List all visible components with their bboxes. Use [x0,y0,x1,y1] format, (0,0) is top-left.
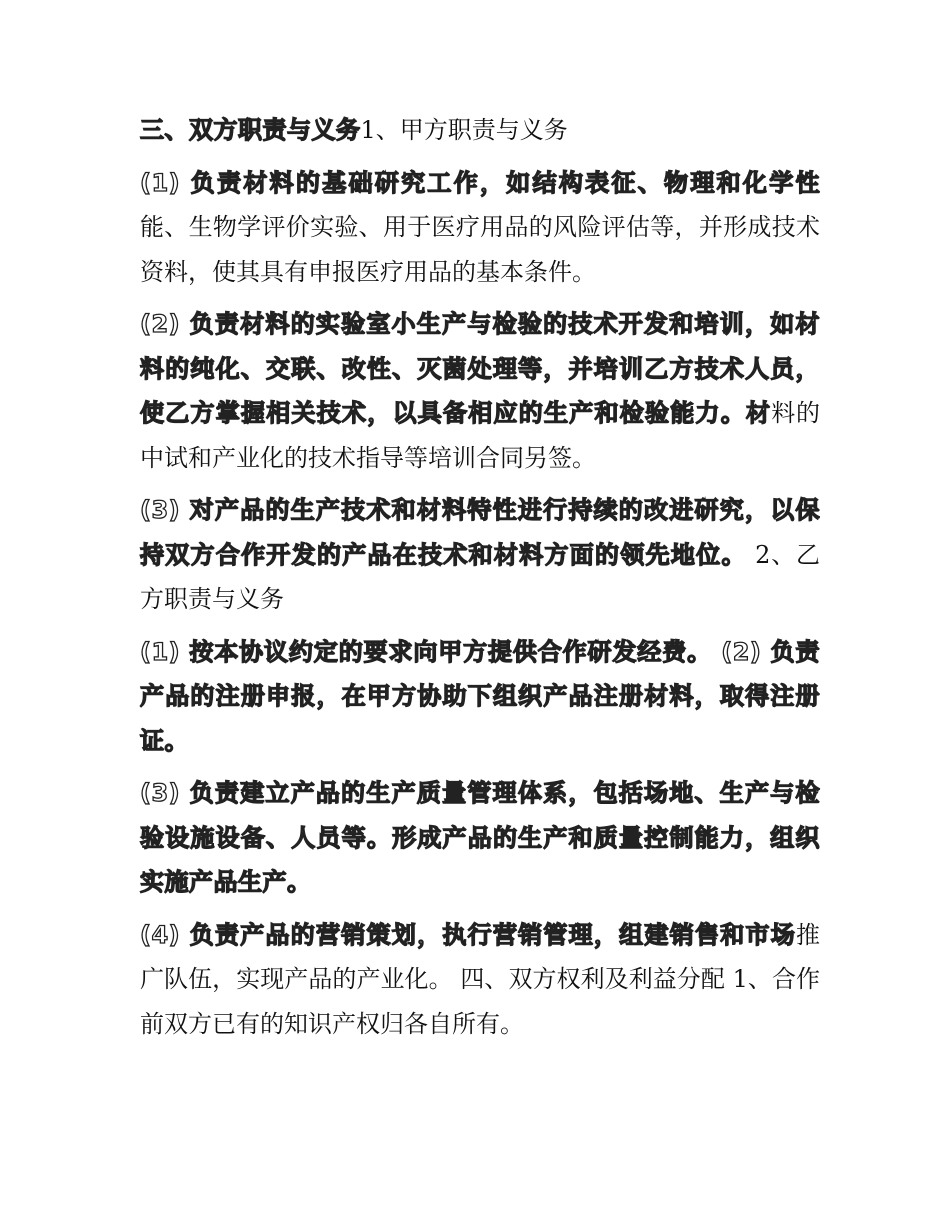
duty-text-plain: 料的中试和产业化的技术指导等培训合同另签。 [140,399,820,472]
paragraph-party-a-duty-1 [140,161,820,295]
duty-text-plain: 推广队伍，实现产品的产业化。 四、双方权利及利益分配 1、合作前双方已有的知识产权归各自所有。 [140,920,820,1038]
section-heading-outlined: 三、双方职责与义务 [140,116,361,144]
paragraph-section-3-heading [140,108,820,153]
duty-text-outlined: (1) 按本协议约定的要求向甲方提供合作研发经费。 (2) 负责产品的注册申报，在甲方协助下组织产品注册材料，取得注册证。 [140,637,820,755]
duty-text-plain: 能、生物学评价实验、用于医疗用品的风险评估等，并形成技术资料，使其具有申报医疗用品的基本条件。 [140,213,820,286]
duty-text-outlined: (4) 负责产品的营销策划，执行营销管理，组建销售和市场 [140,920,796,949]
paragraph-party-b-duty-1-2 [140,630,820,764]
paragraph-party-a-duty-2 [140,302,820,480]
paragraph-party-b-duty-3 [140,771,820,905]
duty-text-plain: 2、乙方职责与义务 [140,540,820,613]
duty-text-outlined: (1) 负责材料的基础研究工作，如结构表征、物理和化学性 [140,168,820,197]
duty-text-outlined: (3) 负责建立产品的生产质量管理体系，包括场地、生产与检验设施设备、人员等。形成产品的生产和质量控制能力，组织实施产品生产。 [140,779,820,896]
duty-text-outlined: (3) 对产品的生产技术和材料特性进行持续的改进研究，以保持双方合作开发的产品在技术和材料方面的领先地位。 [140,496,820,569]
duty-text-outlined: (2) 负责材料的实验室小生产与检验的技术开发和培训，如材料的纯化、交联、改性、灭菌处理等，并培训乙方技术人员，使乙方掌握相关技术，以具备相应的生产和检验能力。材 [140,310,820,427]
paragraph-party-b-duty-4 [140,913,820,1047]
paragraph-party-a-duty-3 [140,488,820,622]
document-body [140,108,820,1054]
section-subheading: 1、甲方职责与义务 [360,116,568,144]
